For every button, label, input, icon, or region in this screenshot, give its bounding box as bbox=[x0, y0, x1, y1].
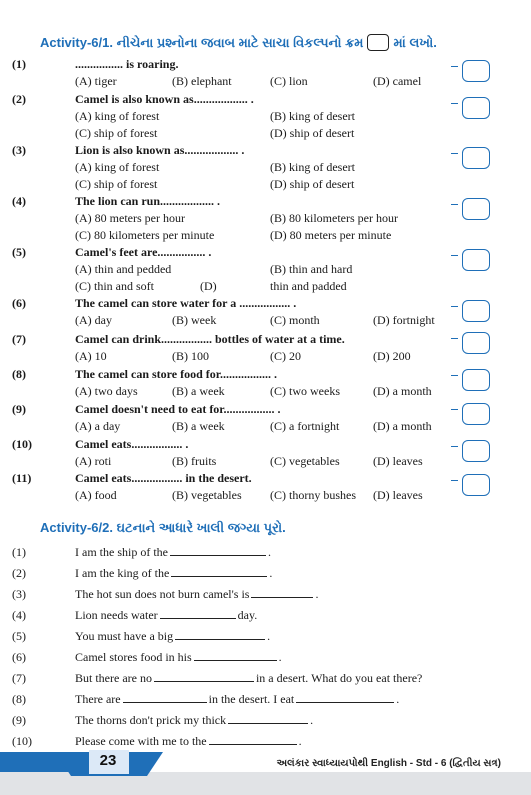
fill-item-number: (7) bbox=[12, 671, 26, 685]
fill-item-text-part: in a desert. What do you eat there? bbox=[255, 671, 423, 685]
fill-item-number: (5) bbox=[12, 629, 26, 643]
fill-item-text-part: . bbox=[269, 566, 273, 580]
option-2[interactable]: (B) a week bbox=[172, 419, 225, 433]
question-number: (8) bbox=[12, 367, 26, 381]
fill-item-text-part: But there are no bbox=[75, 671, 152, 685]
option-4[interactable]: (D) 200 bbox=[373, 349, 411, 363]
fill-item-text-part: . bbox=[310, 713, 314, 727]
question-stem: Camel is also known as.................. . bbox=[75, 92, 254, 106]
fill-item-text-part: I am the ship of the bbox=[75, 545, 168, 559]
option-4[interactable]: (D) a month bbox=[373, 384, 432, 398]
fill-item-text-part: The thorns don't prick my thick bbox=[75, 713, 227, 727]
fill-item-text-part: You must have a big bbox=[75, 629, 174, 643]
fill-item-text bbox=[75, 608, 257, 623]
question-number: (5) bbox=[12, 245, 26, 259]
fill-blank[interactable] bbox=[171, 576, 267, 577]
fill-item-number: (6) bbox=[12, 650, 26, 664]
answer-box-dash bbox=[451, 255, 458, 256]
fill-item-number: (3) bbox=[12, 587, 26, 601]
question-stem: ................ is roaring. bbox=[75, 57, 179, 71]
answer-box-2[interactable] bbox=[462, 97, 490, 119]
question-stem: Camel eats................. in the desert. bbox=[75, 471, 252, 485]
fill-item-text-part: . bbox=[278, 650, 282, 664]
option-4[interactable]: (D) camel bbox=[373, 74, 422, 88]
option-2[interactable]: (B) week bbox=[172, 313, 217, 327]
option-1[interactable]: (A) king of forest bbox=[75, 160, 160, 174]
option-1[interactable]: (A) 80 meters per hour bbox=[75, 211, 185, 225]
option-3[interactable]: (C) 20 bbox=[270, 349, 301, 363]
option-2[interactable]: (B) 100 bbox=[172, 349, 209, 363]
option-2[interactable]: (B) king of desert bbox=[270, 160, 355, 174]
answer-box-dash bbox=[451, 204, 458, 205]
fill-blank[interactable] bbox=[175, 639, 265, 640]
question-number: (11) bbox=[12, 471, 32, 485]
fill-item-text-part: There are bbox=[75, 692, 121, 706]
question-number: (4) bbox=[12, 194, 26, 208]
option-4[interactable]: (D) leaves bbox=[373, 488, 423, 502]
option-2[interactable]: (B) a week bbox=[172, 384, 225, 398]
question-stem: The lion can run.................. . bbox=[75, 194, 221, 208]
fill-item-text-part: . bbox=[267, 545, 271, 559]
fill-blank[interactable] bbox=[194, 660, 277, 661]
fill-blank[interactable] bbox=[123, 702, 207, 703]
question-number: (7) bbox=[12, 332, 26, 346]
fill-item-number: (9) bbox=[12, 713, 26, 727]
option-1[interactable]: (A) 10 bbox=[75, 349, 107, 363]
answer-box-3[interactable] bbox=[462, 147, 490, 169]
option-4[interactable]: (D) bbox=[200, 279, 217, 293]
page-number: 23 bbox=[99, 752, 117, 769]
activity-2-title bbox=[40, 520, 286, 536]
option-1[interactable]: (A) king of forest bbox=[75, 109, 160, 123]
fill-item-text-part: . bbox=[267, 629, 271, 643]
fill-item-text-part: in the desert. I eat bbox=[208, 692, 295, 706]
option-1[interactable]: (A) day bbox=[75, 313, 112, 327]
question-number: (6) bbox=[12, 296, 26, 310]
fill-blank[interactable] bbox=[228, 723, 308, 724]
option-4[interactable]: (D) ship of desert bbox=[270, 126, 355, 140]
fill-item-number: (1) bbox=[12, 545, 26, 559]
answer-box-9[interactable] bbox=[462, 403, 490, 425]
answer-box-6[interactable] bbox=[462, 300, 490, 322]
option-2[interactable]: (B) king of desert bbox=[270, 109, 355, 123]
option-1[interactable]: (A) roti bbox=[75, 454, 112, 468]
question-stem: Camel can drink................. bottles of water at a time. bbox=[75, 332, 345, 346]
fill-blank[interactable] bbox=[160, 618, 236, 619]
fill-item-text-part: day. bbox=[237, 608, 258, 622]
fill-item-text bbox=[75, 713, 313, 728]
answer-box-4[interactable] bbox=[462, 198, 490, 220]
answer-box-dash bbox=[451, 338, 458, 339]
option-4[interactable]: (D) leaves bbox=[373, 454, 423, 468]
option-1[interactable]: (A) tiger bbox=[75, 74, 117, 88]
answer-box-5[interactable] bbox=[462, 249, 490, 271]
option-3[interactable]: (C) thin and soft bbox=[75, 279, 154, 293]
fill-item-text bbox=[75, 629, 270, 644]
option-3[interactable]: (C) month bbox=[270, 313, 320, 327]
question-number: (2) bbox=[12, 92, 26, 106]
option-1[interactable]: (A) food bbox=[75, 488, 117, 502]
option-2[interactable]: (B) elephant bbox=[172, 74, 232, 88]
option-3[interactable]: (C) ship of forest bbox=[75, 126, 158, 140]
activity-1-title bbox=[40, 34, 437, 51]
question-stem: The camel can store food for................. . bbox=[75, 367, 277, 381]
option-3[interactable]: (C) 80 kilometers per minute bbox=[75, 228, 215, 242]
fill-item-text bbox=[75, 692, 399, 707]
option-2[interactable]: (B) fruits bbox=[172, 454, 217, 468]
option-3[interactable]: (C) two weeks bbox=[270, 384, 340, 398]
fill-blank[interactable] bbox=[251, 597, 313, 598]
option-3[interactable]: (C) lion bbox=[270, 74, 308, 88]
option-2[interactable]: (B) vegetables bbox=[172, 488, 242, 502]
book-title: અલંકાર સ્વાધ્યાયપોથી English - Std - 6 (દ્વિતીય સત્ર) bbox=[276, 758, 501, 769]
question-number: (9) bbox=[12, 402, 26, 416]
question-stem: Camel's feet are................ . bbox=[75, 245, 212, 259]
answer-box-dash bbox=[451, 306, 458, 307]
question-stem: Camel doesn't need to eat for................. . bbox=[75, 402, 281, 416]
fill-item-text-part: Camel stores food in his bbox=[75, 650, 192, 664]
answer-box-7[interactable] bbox=[462, 332, 490, 354]
question-number: (1) bbox=[12, 57, 26, 71]
question-number: (3) bbox=[12, 143, 26, 157]
fill-item-text bbox=[75, 734, 302, 749]
fill-item-number: (8) bbox=[12, 692, 26, 706]
answer-box-dash bbox=[451, 66, 458, 67]
option-1[interactable]: (A) thin and pedded bbox=[75, 262, 172, 276]
answer-box-dash bbox=[451, 103, 458, 104]
option-4[interactable]: (D) fortnight bbox=[373, 313, 435, 327]
question-stem: The camel can store water for a ................. . bbox=[75, 296, 297, 310]
fill-item-text-part: I am the king of the bbox=[75, 566, 170, 580]
answer-box-dash bbox=[451, 375, 458, 376]
fill-item-number: (10) bbox=[12, 734, 32, 748]
option-2[interactable]: (B) thin and hard bbox=[270, 262, 353, 276]
fill-item-number: (2) bbox=[12, 566, 26, 580]
option-4[interactable]: (D) 80 meters per minute bbox=[270, 228, 392, 242]
fill-blank[interactable] bbox=[170, 555, 266, 556]
option-2[interactable]: (B) 80 kilometers per hour bbox=[270, 211, 398, 225]
fill-item-text-part: Please come with me to the bbox=[75, 734, 207, 748]
fill-item-text-part: . bbox=[315, 587, 319, 601]
answer-box-sample bbox=[367, 34, 389, 51]
option-1[interactable]: (A) two days bbox=[75, 384, 138, 398]
answer-box-dash bbox=[451, 409, 458, 410]
fill-item-text-part: . bbox=[396, 692, 400, 706]
answer-box-dash bbox=[451, 480, 458, 481]
fill-item-text bbox=[75, 671, 422, 686]
answer-box-1[interactable] bbox=[462, 60, 490, 82]
option-3[interactable]: (C) thorny bushes bbox=[270, 488, 356, 502]
fill-item-number: (4) bbox=[12, 608, 26, 622]
question-stem: Lion is also known as.................. . bbox=[75, 143, 245, 157]
fill-blank[interactable] bbox=[296, 702, 394, 703]
activity-1-title-right: માં લખો. bbox=[393, 34, 437, 50]
option-4[interactable]: (D) ship of desert bbox=[270, 177, 355, 191]
fill-item-text bbox=[75, 545, 271, 560]
fill-item-text-part: . bbox=[298, 734, 302, 748]
activity-2-title-text: Activity-6/2. ઘટનાને આધારે ખાલી જગ્યા પૂરો. bbox=[40, 520, 286, 535]
answer-box-8[interactable] bbox=[462, 369, 490, 391]
fill-item-text-part: The hot sun does not burn camel's is bbox=[75, 587, 250, 601]
option-3[interactable]: (C) ship of forest bbox=[75, 177, 158, 191]
option-1[interactable]: (A) a day bbox=[75, 419, 121, 433]
fill-blank[interactable] bbox=[154, 681, 254, 682]
answer-box-dash bbox=[451, 153, 458, 154]
fill-item-text bbox=[75, 587, 318, 602]
answer-box-10[interactable] bbox=[462, 440, 490, 462]
activity-1-title-left: Activity-6/1. નીચેના પ્રશ્નોના જવાબ માટે સાચા વિકલ્પનો ક્રમ bbox=[40, 34, 364, 50]
fill-item-text-part: Lion needs water bbox=[75, 608, 158, 622]
fill-item-text bbox=[75, 650, 282, 665]
question-number: (10) bbox=[12, 437, 32, 451]
option-4[interactable]: (D) a month bbox=[373, 419, 432, 433]
answer-box-11[interactable] bbox=[462, 474, 490, 496]
option-5[interactable]: thin and padded bbox=[270, 279, 347, 293]
question-stem: Camel eats................. . bbox=[75, 437, 189, 451]
answer-box-dash bbox=[451, 446, 458, 447]
option-3[interactable]: (C) vegetables bbox=[270, 454, 340, 468]
option-3[interactable]: (C) a fortnight bbox=[270, 419, 340, 433]
fill-blank[interactable] bbox=[209, 744, 297, 745]
fill-item-text bbox=[75, 566, 272, 581]
